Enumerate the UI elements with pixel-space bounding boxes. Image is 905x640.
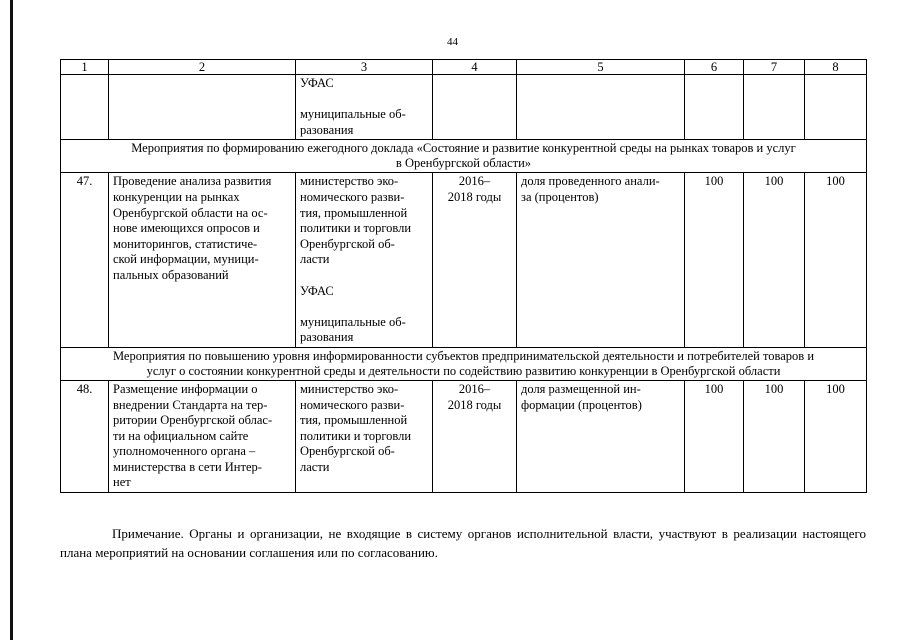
column-header: 1 [61, 60, 109, 75]
table-row-48 [61, 380, 867, 492]
measure-title-line: ритории Оренбургской облас- [113, 413, 273, 428]
measure-title-line: нет [113, 475, 131, 490]
page-number: 44 [447, 36, 458, 48]
cell-empty [517, 75, 685, 140]
executors-cell [296, 75, 433, 140]
measure-title-line: уполномоченного органа – [113, 444, 256, 459]
executors-line: министерство эко- [300, 381, 399, 396]
measure-title-cell [109, 173, 296, 348]
cell-empty [744, 75, 805, 140]
cell-empty [109, 75, 296, 140]
executors-line: Оренбургской об- [300, 236, 395, 251]
value-col8: 100 [805, 173, 867, 348]
indicator-line: за (процентов) [521, 189, 599, 204]
executors-line: разования [300, 330, 354, 345]
value-col6: 100 [685, 173, 744, 348]
indicator-cell [517, 173, 685, 348]
period-line: 2016– [458, 381, 491, 396]
executors-line: тия, промышленной [300, 205, 408, 220]
executors-line: тия, промышленной [300, 413, 408, 428]
value-col6: 100 [685, 380, 744, 492]
value-col7: 100 [744, 173, 805, 348]
period-cell [433, 173, 517, 348]
executors-line: номического разви- [300, 189, 405, 204]
section-heading-awareness [61, 347, 867, 380]
line-gap [300, 268, 428, 284]
measure-title-line: нове имеющихся опросов и [113, 221, 260, 236]
cell-empty [805, 75, 867, 140]
indicator-cell [517, 380, 685, 492]
table-row-47 [61, 173, 867, 348]
section-heading-line: Мероприятия по формированию ежегодного доклада «Состояние и развитие конкурентной среды на рынках товаров и услуг [131, 141, 796, 156]
executors-line: УФАС [300, 76, 334, 90]
measures-table [60, 59, 867, 493]
executors-line: муниципальные об- [300, 107, 406, 122]
indicator-line: доля размещенной ин- [521, 381, 641, 396]
executors-line: УФАС [300, 283, 334, 298]
column-header: 8 [805, 60, 867, 75]
executors-line: министерство эко- [300, 174, 399, 189]
footnote-remark: Примечание. Органы и организации, не входящие в систему органов исполнительной власти, участвуют в реализации настоящего плана мероприятий на основании соглашения или по согласованию. [60, 526, 866, 560]
executors-cell [296, 173, 433, 348]
executors-line: ласти [300, 459, 330, 474]
line-gap [300, 299, 428, 315]
executors-line: ласти [300, 252, 330, 267]
section-heading-line: в Оренбургской области» [395, 156, 532, 171]
cell-empty [433, 75, 517, 140]
table-header-row [61, 60, 867, 75]
section-heading-row [61, 140, 867, 173]
measure-title-cell [109, 380, 296, 492]
measure-title-line: ской информации, муници- [113, 252, 259, 267]
period-line: 2016– [458, 174, 491, 189]
indicator-line: доля проведенного анали- [521, 174, 660, 189]
section-heading-report [61, 140, 867, 173]
column-header: 5 [517, 60, 685, 75]
executors-line: политики и торговли [300, 221, 412, 236]
executors-line: разования [300, 122, 354, 137]
binding-margin-line [10, 0, 13, 640]
row-number: 48. [61, 380, 109, 492]
executors-line: муниципальные об- [300, 314, 406, 329]
section-heading-row [61, 347, 867, 380]
value-col8: 100 [805, 380, 867, 492]
period-line: 2018 годы [447, 397, 502, 412]
cell-empty [685, 75, 744, 140]
section-heading-line: услуг о состоянии конкурентной среды и деятельности по содействию развитию конкуренции в Оренбургской области [146, 363, 781, 378]
executors-line: политики и торговли [300, 428, 412, 443]
column-header: 4 [433, 60, 517, 75]
measure-title-line: конкуренции на рынках [113, 189, 240, 204]
column-header: 6 [685, 60, 744, 75]
measure-title-line: министерства в сети Интер- [113, 459, 262, 474]
measure-title-line: Проведение анализа развития [113, 174, 272, 189]
indicator-line: формации (процентов) [521, 397, 642, 412]
measure-title-line: мониторингов, статистиче- [113, 236, 258, 251]
column-header: 7 [744, 60, 805, 75]
line-gap [300, 92, 428, 108]
column-header: 2 [109, 60, 296, 75]
executors-line: Оренбургской об- [300, 444, 395, 459]
measure-title-line: внедрении Стандарта на тер- [113, 397, 268, 412]
period-cell [433, 380, 517, 492]
measure-title-line: пальных образований [113, 267, 229, 282]
value-col7: 100 [744, 380, 805, 492]
measure-title-line: Оренбургской области на ос- [113, 205, 268, 220]
measure-title-line: ти на официальном сайте [113, 428, 249, 443]
measure-title-line: Размещение информации о [113, 381, 258, 396]
section-heading-line: Мероприятия по повышению уровня информированности субъектов предпринимательской деятельности и потребителей товаров и [112, 348, 815, 363]
cell-empty [61, 75, 109, 140]
period-line: 2018 годы [447, 189, 502, 204]
table-row-continuation [61, 75, 867, 140]
executors-line: номического разви- [300, 397, 405, 412]
row-number: 47. [61, 173, 109, 348]
executors-cell [296, 380, 433, 492]
column-header: 3 [296, 60, 433, 75]
